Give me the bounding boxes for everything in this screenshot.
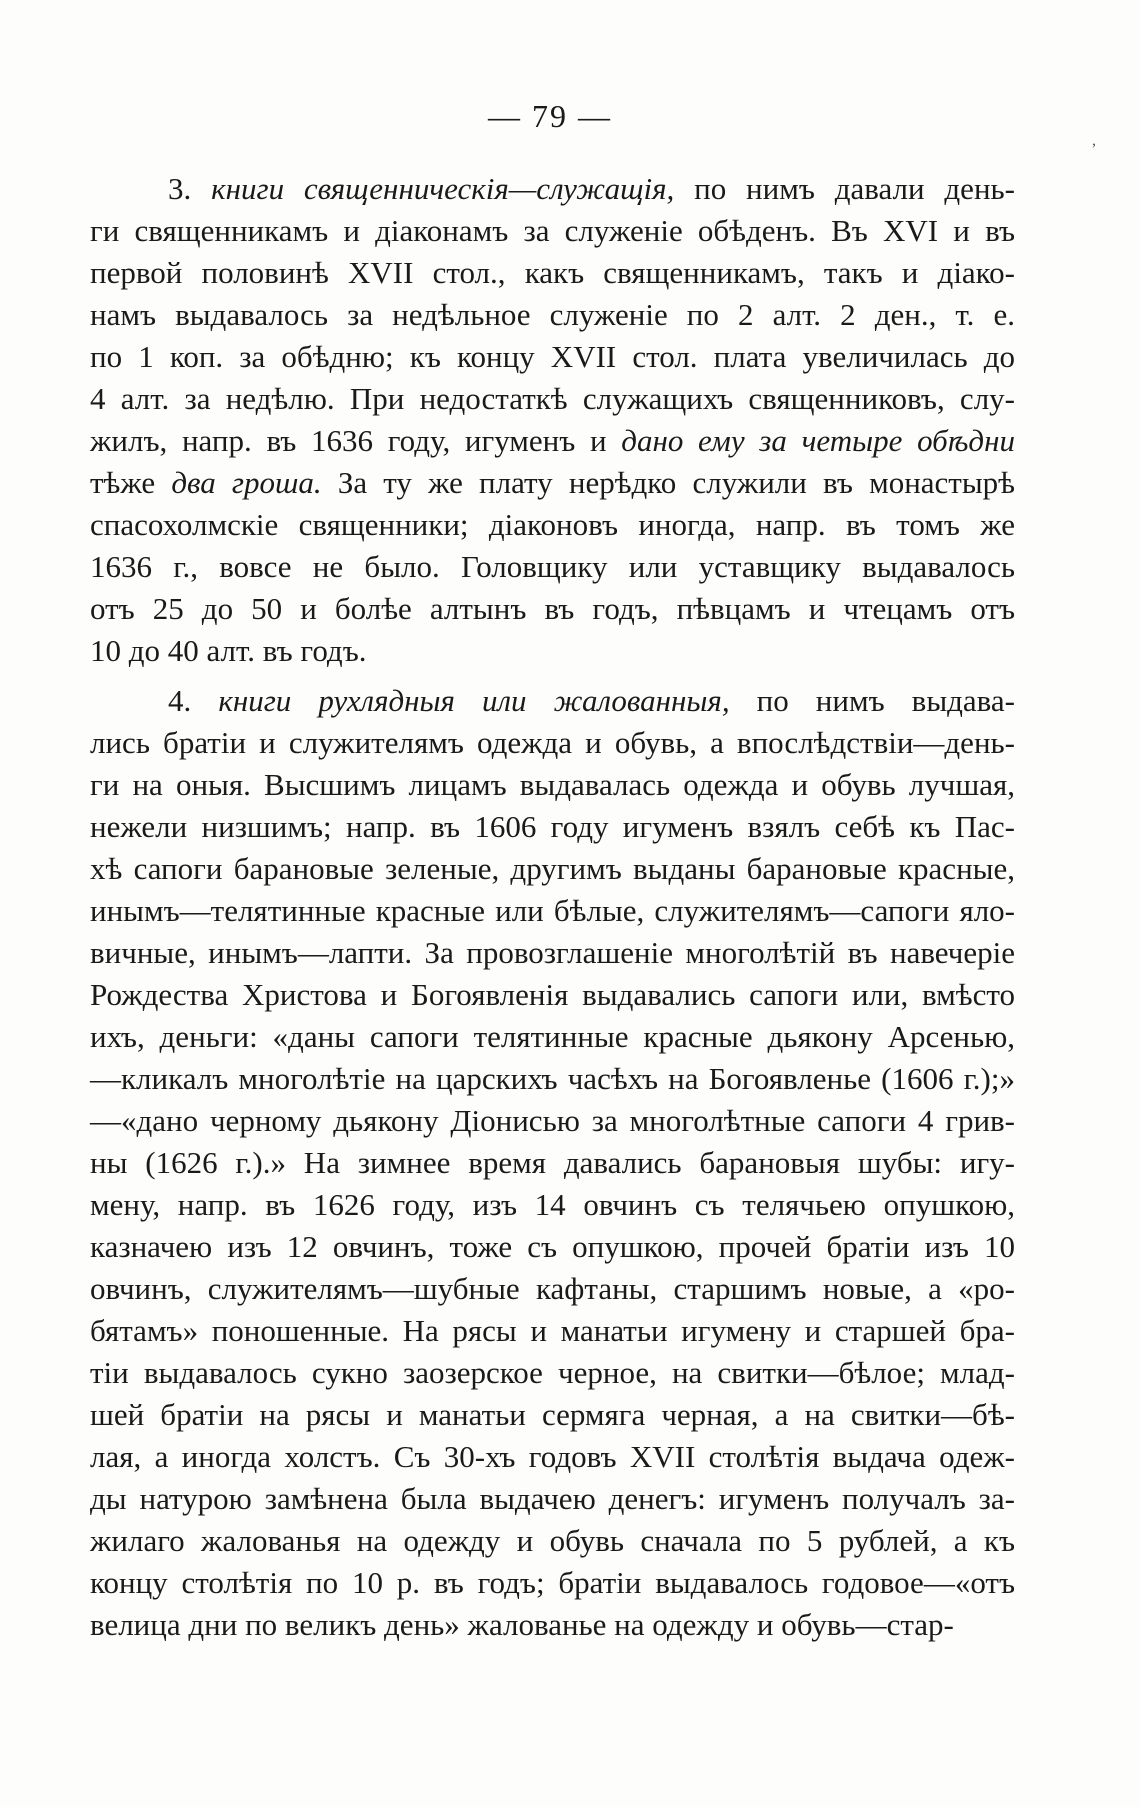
text-segment: ги на оныя. Высшимъ лицамъ выдавалась одежда и обувь лучшая, (90, 767, 1015, 802)
text-segment: бятамъ» поношенные. На рясы и манатьи игумену и старшей бра- (90, 1313, 1015, 1348)
text-segment: вичные, инымъ—лапти. За провозглашеніе многолѣтій въ навечеріе (90, 935, 1015, 970)
text-line (90, 294, 1015, 336)
body-text (90, 168, 1015, 1654)
text-segment: мену, напр. въ 1626 году, изъ 14 овчинъ съ телячьею опушкою, (90, 1187, 1015, 1222)
text-line (90, 1226, 1015, 1268)
text-segment: овчинъ, служителямъ—шубные кафтаны, старшимъ новые, а «ро- (90, 1271, 1015, 1306)
text-segment: —«дано черному дьякону Діонисью за многолѣтные сапоги 4 грив- (90, 1103, 1015, 1138)
text-line (90, 504, 1015, 546)
text-segment: лая, а иногда холстъ. Съ 30-хъ годовъ XVII столѣтія выдача одеж- (90, 1439, 1015, 1474)
text-line (90, 1562, 1015, 1604)
text-line (90, 378, 1015, 420)
text-line (90, 848, 1015, 890)
text-line (90, 420, 1015, 462)
text-line (90, 630, 1015, 672)
text-line (90, 1520, 1015, 1562)
text-line (90, 1142, 1015, 1184)
text-segment: 4. (168, 683, 219, 718)
text-line (90, 252, 1015, 294)
text-line (90, 462, 1015, 504)
text-segment: ихъ, деньги: «даны сапоги телятинные красные дьякону Арсенью, (90, 1019, 1015, 1054)
text-line (90, 722, 1015, 764)
text-line (90, 1184, 1015, 1226)
text-line (90, 680, 1015, 722)
text-segment: отъ 25 до 50 и болѣе алтынъ въ годъ, пѣвцамъ и чтецамъ отъ (90, 591, 1015, 626)
text-segment: ны (1626 г.).» На зимнее время давались барановыя шубы: игу- (90, 1145, 1015, 1180)
text-line (90, 1058, 1015, 1100)
paragraph (90, 680, 1015, 1646)
text-segment: ды натурою замѣнена была выдачею денегъ: игуменъ получалъ за- (90, 1481, 1015, 1516)
text-segment: Рождества Христова и Богоявленія выдавались сапоги или, вмѣсто (90, 977, 1015, 1012)
page-number: — 79 — (488, 98, 612, 134)
text-line (90, 210, 1015, 252)
text-line (90, 932, 1015, 974)
italic-text: дано ему за четыре обѣдни (621, 423, 1015, 458)
margin-speck: , (1092, 132, 1096, 149)
italic-text: два гроша. (171, 465, 322, 500)
text-segment: велица дни по великъ день» жалованье на одежду и обувь—стар- (90, 1607, 954, 1642)
text-line (90, 1478, 1015, 1520)
text-segment: казначею изъ 12 овчинъ, тоже съ опушкою, прочей братіи изъ 10 (90, 1229, 1015, 1264)
text-segment: 1636 г., вовсе не было. Головщику или уставщику выдавалось (90, 549, 1015, 584)
text-line (90, 890, 1015, 932)
text-line (90, 1100, 1015, 1142)
text-segment: шей братіи на рясы и манатьи сермяга черная, а на свитки—бѣ- (90, 1397, 1015, 1432)
text-line (90, 1436, 1015, 1478)
text-segment: лись братіи и служителямъ одежда и обувь, а впослѣдствіи—день- (90, 725, 1015, 760)
text-segment: 3. (168, 171, 212, 206)
text-segment: 4 алт. за недѣлю. При недостаткѣ служащихъ священниковъ, слу- (90, 381, 1015, 416)
text-segment: намъ выдавалось за недѣльное служеніе по 2 алт. 2 ден., т. е. (90, 297, 1015, 332)
text-segment: 10 до 40 алт. въ годъ. (90, 633, 367, 668)
text-line (90, 764, 1015, 806)
text-segment: За ту же плату нерѣдко служили въ монастырѣ (321, 465, 1016, 500)
text-segment: первой половинѣ XVII стол., какъ священникамъ, такъ и діако- (90, 255, 1015, 290)
text-line (90, 1268, 1015, 1310)
text-line (90, 1352, 1015, 1394)
text-segment: нежели низшимъ; напр. въ 1606 году игуменъ взялъ себѣ къ Пас- (90, 809, 1015, 844)
text-segment: спасохолмскіе священники; діаконовъ иногда, напр. въ томъ же (90, 507, 1015, 542)
text-line (90, 1604, 1015, 1646)
text-line (90, 546, 1015, 588)
text-segment: хѣ сапоги барановые зеленые, другимъ выданы барановые красные, (90, 851, 1015, 886)
text-line (90, 336, 1015, 378)
text-line (90, 168, 1015, 210)
text-segment: жилаго жалованья на одежду и обувь сначала по 5 рублей, а къ (90, 1523, 1015, 1558)
italic-text: книги священническія—служащія, (211, 171, 675, 206)
text-line (90, 974, 1015, 1016)
text-segment: инымъ—телятинные красные или бѣлые, служителямъ—сапоги яло- (90, 893, 1015, 928)
text-line (90, 806, 1015, 848)
text-segment: тѣже (90, 465, 172, 500)
paragraph (90, 168, 1015, 672)
text-segment: концу столѣтія по 10 р. въ годъ; братіи выдавалось годовое—«отъ (90, 1565, 1015, 1600)
text-segment: по нимъ выдава- (729, 683, 1015, 718)
italic-text: книги рухлядныя или жалованныя, (218, 683, 730, 718)
text-segment: жилъ, напр. въ 1636 году, игуменъ и (90, 423, 622, 458)
text-line (90, 588, 1015, 630)
text-segment: по 1 коп. за обѣдню; къ концу XVII стол. плата увеличилась до (90, 339, 1015, 374)
text-line (90, 1394, 1015, 1436)
text-line (90, 1016, 1015, 1058)
text-segment: —кликалъ многолѣтіе на царскихъ часѣхъ на Богоявленье (1606 г.);» (90, 1061, 1015, 1096)
text-segment: по нимъ давали день- (674, 171, 1015, 206)
text-segment: тіи выдавалось сукно заозерское черное, на свитки—бѣлое; млад- (90, 1355, 1015, 1390)
text-segment: ги священникамъ и діаконамъ за служеніе обѣденъ. Въ XVI и въ (90, 213, 1015, 248)
text-line (90, 1310, 1015, 1352)
